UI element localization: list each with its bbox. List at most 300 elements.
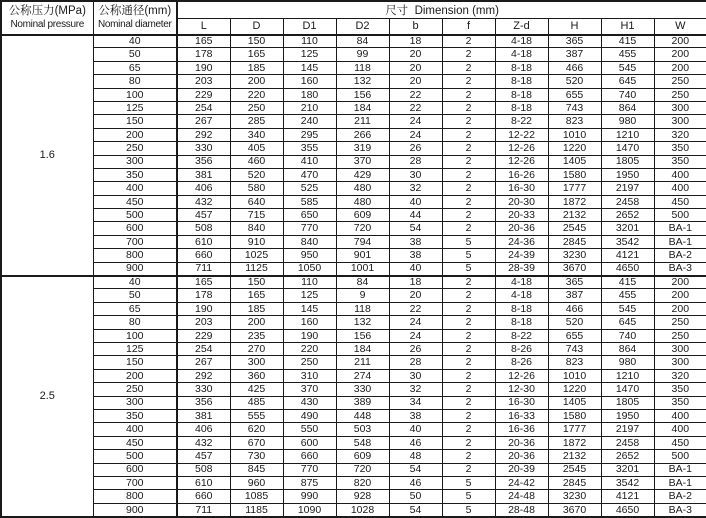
dimension-cell: 545 (601, 61, 654, 74)
dimension-cell: 285 (230, 115, 283, 128)
dimension-cell: 8-18 (495, 75, 548, 88)
dimension-cell: 490 (283, 409, 336, 422)
dimension-cell: 200 (230, 316, 283, 329)
dimension-cell: 20-39 (495, 463, 548, 476)
dimension-cell: 178 (177, 289, 230, 302)
dimension-cell: 20 (389, 75, 442, 88)
dimension-cell: 54 (389, 222, 442, 235)
dimension-cell: 165 (230, 289, 283, 302)
column-header-d: D (230, 19, 283, 35)
dimension-cell: 406 (177, 423, 230, 436)
dimension-cell: 118 (336, 302, 389, 315)
dimension-cell: 410 (283, 155, 336, 168)
table-row (1, 329, 706, 342)
dimension-cell: 185 (230, 302, 283, 315)
dimension-cell: 2 (442, 342, 495, 355)
dimension-cell: 203 (177, 75, 230, 88)
dimension-cell: 12-22 (495, 128, 548, 141)
dimension-cell: 300 (654, 356, 706, 369)
dimension-cell: 24-48 (495, 490, 548, 503)
dimension-cell: 720 (336, 222, 389, 235)
dimension-cell: 2 (442, 128, 495, 141)
dimension-cell: 240 (283, 115, 336, 128)
dimension-cell: 1085 (230, 490, 283, 503)
dimension-cell: 655 (548, 88, 601, 101)
dimension-cell: 165 (230, 48, 283, 61)
dimension-group-header: 尺寸 Dimension (mm) (177, 1, 706, 19)
dimension-cell: 2 (442, 61, 495, 74)
dimension-cell: 235 (230, 329, 283, 342)
diameter-cell: 800 (93, 249, 177, 262)
dimension-cell: 500 (654, 450, 706, 463)
dimension-cell: 670 (230, 436, 283, 449)
pressure-value: 2.5 (1, 276, 93, 517)
dimension-cell: 34 (389, 396, 442, 409)
dimension-cell: 1405 (548, 396, 601, 409)
diameter-cell: 200 (93, 369, 177, 382)
dimension-cell: 1185 (230, 503, 283, 517)
dimension-cell: 660 (177, 249, 230, 262)
dimension-cell: 1010 (548, 128, 601, 141)
diameter-cell: 500 (93, 450, 177, 463)
dimension-cell: 292 (177, 128, 230, 141)
column-header-h: H (548, 19, 601, 35)
table-row (1, 48, 706, 61)
dimension-cell: 46 (389, 436, 442, 449)
dimension-cell: 330 (177, 142, 230, 155)
dimension-cell: 24 (389, 329, 442, 342)
dimension-cell: 30 (389, 168, 442, 181)
dimension-cell: 405 (230, 142, 283, 155)
dimension-cell: 1210 (601, 369, 654, 382)
column-header-l: L (177, 19, 230, 35)
dimension-cell: 32 (389, 383, 442, 396)
dimension-cell: 203 (177, 316, 230, 329)
dimension-cell: 910 (230, 235, 283, 248)
column-header-z-d: Z-d (495, 19, 548, 35)
dimension-cell: 2845 (548, 476, 601, 489)
dimension-cell: 1777 (548, 423, 601, 436)
dimension-cell: 845 (230, 463, 283, 476)
diameter-cell: 900 (93, 262, 177, 275)
dimension-cell: BA-1 (654, 222, 706, 235)
dimension-cell: 18 (389, 276, 442, 289)
dimension-cell: 200 (654, 276, 706, 289)
diameter-cell: 125 (93, 101, 177, 114)
dimension-cell: 2 (442, 316, 495, 329)
diameter-cell: 350 (93, 409, 177, 422)
dimension-cell: 901 (336, 249, 389, 262)
dimension-cell: 520 (548, 316, 601, 329)
diameter-cell: 400 (93, 423, 177, 436)
dimension-cell: 1405 (548, 155, 601, 168)
dimension-cell: 24 (389, 128, 442, 141)
dimension-cell: 320 (654, 369, 706, 382)
dimension-cell: 28-39 (495, 262, 548, 275)
dimension-cell: 125 (283, 289, 336, 302)
dimension-cell: 350 (654, 383, 706, 396)
dimension-cell: 450 (654, 436, 706, 449)
dimension-cell: 184 (336, 342, 389, 355)
dimension-cell: 2652 (601, 450, 654, 463)
dimension-cell: 84 (336, 35, 389, 48)
dimension-cell: 2 (442, 436, 495, 449)
dimension-cell: 525 (283, 182, 336, 195)
diameter-cell: 450 (93, 436, 177, 449)
dimension-cell: 1872 (548, 195, 601, 208)
dimension-cell: 28 (389, 155, 442, 168)
table-row (1, 235, 706, 248)
dimension-cell: 20-33 (495, 209, 548, 222)
dimension-cell: 508 (177, 463, 230, 476)
dimension-cell: BA-3 (654, 503, 706, 517)
dimension-cell: 310 (283, 369, 336, 382)
dimension-cell: 8-22 (495, 115, 548, 128)
dimension-cell: 711 (177, 262, 230, 275)
dimension-cell: 16-36 (495, 423, 548, 436)
table-row (1, 155, 706, 168)
diameter-cell: 300 (93, 396, 177, 409)
dimension-cell: 22 (389, 101, 442, 114)
dimension-cell: BA-2 (654, 249, 706, 262)
dimension-cell: 250 (654, 329, 706, 342)
dimension-cell: 300 (654, 342, 706, 355)
dimension-cell: 2 (442, 115, 495, 128)
dimension-cell: 4650 (601, 262, 654, 275)
dimension-cell: 8-22 (495, 329, 548, 342)
dimension-cell: 125 (283, 48, 336, 61)
dimension-cell: 770 (283, 463, 336, 476)
dimension-cell: 46 (389, 476, 442, 489)
dimension-cell: 609 (336, 209, 389, 222)
dimension-cell: 381 (177, 168, 230, 181)
dimension-cell: 2 (442, 450, 495, 463)
dimension-cell: 2 (442, 409, 495, 422)
dimension-cell: 300 (230, 356, 283, 369)
diameter-cell: 600 (93, 463, 177, 476)
dimension-cell: 20-36 (495, 450, 548, 463)
dimension-cell: 980 (601, 115, 654, 128)
dimension-cell: 740 (601, 329, 654, 342)
dimension-cell: 356 (177, 155, 230, 168)
table-row (1, 369, 706, 382)
table-row (1, 88, 706, 101)
dimension-cell: 400 (654, 409, 706, 422)
dimension-cell: 545 (601, 302, 654, 315)
dimension-cell: 356 (177, 396, 230, 409)
dimension-cell: 455 (601, 48, 654, 61)
table-row (1, 356, 706, 369)
dimension-cell: 54 (389, 463, 442, 476)
dimension-cell: 1220 (548, 142, 601, 155)
dimension-cell: 160 (283, 316, 336, 329)
dimension-cell: 457 (177, 450, 230, 463)
dimension-cell: 8-26 (495, 356, 548, 369)
dimension-cell: 4650 (601, 503, 654, 517)
dimension-cell: 200 (654, 61, 706, 74)
dimension-cell: 30 (389, 369, 442, 382)
dimension-cell: 16-33 (495, 409, 548, 422)
dimension-cell: 20 (389, 61, 442, 74)
dimension-cell: 330 (177, 383, 230, 396)
dimension-cell: 190 (177, 302, 230, 315)
dimension-cell: 220 (283, 342, 336, 355)
dimension-cell: 211 (336, 115, 389, 128)
dimension-cell: 300 (654, 101, 706, 114)
dimension-cell: 2 (442, 75, 495, 88)
table-row (1, 289, 706, 302)
diameter-header-en: Nominal diameter (97, 18, 172, 30)
dimension-cell: 292 (177, 369, 230, 382)
dimension-cell: 2 (442, 396, 495, 409)
dimension-cell: 185 (230, 61, 283, 74)
dimension-cell: 270 (230, 342, 283, 355)
dimension-cell: 16-30 (495, 396, 548, 409)
dimension-cell: 2 (442, 209, 495, 222)
dimension-cell: 415 (601, 276, 654, 289)
dimension-cell: 4-18 (495, 48, 548, 61)
dimension-cell: 400 (654, 182, 706, 195)
dimension-cell: 550 (283, 423, 336, 436)
dimension-cell: 150 (230, 276, 283, 289)
dimension-cell: 730 (230, 450, 283, 463)
dimension-cell: 20-36 (495, 222, 548, 235)
table-row (1, 182, 706, 195)
diameter-cell: 50 (93, 289, 177, 302)
diameter-cell: 500 (93, 209, 177, 222)
dimension-cell: 720 (336, 463, 389, 476)
dimension-cell: 110 (283, 35, 336, 48)
dimension-cell: 2197 (601, 182, 654, 195)
pressure-header-cn: 公称压力(MPa) (8, 4, 86, 17)
dimension-cell: 2 (442, 356, 495, 369)
dimension-cell: 1470 (601, 383, 654, 396)
table-row (1, 423, 706, 436)
table-row (1, 409, 706, 422)
dimension-cell: 365 (548, 276, 601, 289)
pressure-header-en: Nominal pressure (10, 18, 85, 30)
dimension-cell: 220 (230, 88, 283, 101)
diameter-cell: 65 (93, 302, 177, 315)
dimension-cell: 990 (283, 490, 336, 503)
dimension-cell: 1010 (548, 369, 601, 382)
dimension-cell: 8-26 (495, 342, 548, 355)
dimension-cell: 250 (654, 75, 706, 88)
column-header-b: b (389, 19, 442, 35)
table-row (1, 436, 706, 449)
dimension-cell: 24 (389, 316, 442, 329)
table-row (1, 302, 706, 315)
dimension-cell: 22 (389, 302, 442, 315)
table-row (1, 463, 706, 476)
dimension-cell: 355 (283, 142, 336, 155)
dimension-cell: 210 (283, 101, 336, 114)
dimension-cell: 480 (336, 182, 389, 195)
dimension-cell: 389 (336, 396, 389, 409)
dimension-cell: 640 (230, 195, 283, 208)
diameter-cell: 50 (93, 48, 177, 61)
dimension-cell: 1805 (601, 396, 654, 409)
diameter-cell: 250 (93, 142, 177, 155)
dimension-cell: 2 (442, 276, 495, 289)
dimension-cell: 600 (283, 436, 336, 449)
dimension-cell: 254 (177, 342, 230, 355)
dimension-cell: 2 (442, 88, 495, 101)
pressure-column-header (1, 1, 93, 35)
dimension-cell: 840 (230, 222, 283, 235)
dimension-cell: 460 (230, 155, 283, 168)
table-row (1, 262, 706, 275)
dimension-cell: 145 (283, 302, 336, 315)
dimension-cell: 387 (548, 48, 601, 61)
dimension-cell: 620 (230, 423, 283, 436)
dimension-cell: 12-30 (495, 383, 548, 396)
dimension-cell: 2 (442, 222, 495, 235)
dimension-cell: 350 (654, 142, 706, 155)
dimension-cell: 508 (177, 222, 230, 235)
dimension-cell: 12-26 (495, 142, 548, 155)
dimension-cell: 28-48 (495, 503, 548, 517)
dimension-cell: 2652 (601, 209, 654, 222)
dimension-cell: 425 (230, 383, 283, 396)
dimension-cell: 470 (283, 168, 336, 181)
dimension-cell: 660 (283, 450, 336, 463)
dimension-cell: 110 (283, 276, 336, 289)
dimension-cell: 2458 (601, 436, 654, 449)
dimension-cell: 165 (177, 276, 230, 289)
dimension-cell: 2 (442, 168, 495, 181)
dimension-cell: 928 (336, 490, 389, 503)
diameter-cell: 80 (93, 316, 177, 329)
dimension-cell: 370 (336, 155, 389, 168)
dimension-cell: 448 (336, 409, 389, 422)
diameter-cell: 80 (93, 75, 177, 88)
table-row (1, 128, 706, 141)
dimension-cell: 645 (601, 316, 654, 329)
dimension-cell: 743 (548, 101, 601, 114)
dimension-cell: 2 (442, 142, 495, 155)
dimension-cell: 132 (336, 316, 389, 329)
dimension-cell: 770 (283, 222, 336, 235)
dimension-cell: 4-18 (495, 276, 548, 289)
dimension-cell: 40 (389, 423, 442, 436)
table-row (1, 209, 706, 222)
dimension-cell: 387 (548, 289, 601, 302)
dimension-cell: 16-26 (495, 168, 548, 181)
dimension-cell: 145 (283, 61, 336, 74)
table-row (1, 503, 706, 517)
dimension-cell: 16-30 (495, 182, 548, 195)
dimension-cell: 2 (442, 155, 495, 168)
dimension-cell: 1090 (283, 503, 336, 517)
dimension-cell: 84 (336, 276, 389, 289)
dimension-cell: 32 (389, 182, 442, 195)
dimension-cell: 3542 (601, 235, 654, 248)
dimension-cell: 2132 (548, 209, 601, 222)
dimension-cell: 3230 (548, 490, 601, 503)
diameter-cell: 300 (93, 155, 177, 168)
dimension-cell: 165 (177, 35, 230, 48)
diameter-cell: 200 (93, 128, 177, 141)
dimension-cell: 12-26 (495, 369, 548, 382)
dimension-cell: 2 (442, 35, 495, 48)
dimension-cell: 267 (177, 356, 230, 369)
diameter-cell: 100 (93, 329, 177, 342)
dimension-cell: 295 (283, 128, 336, 141)
table-row (1, 450, 706, 463)
column-header-d2: D2 (336, 19, 389, 35)
dimension-cell: 370 (283, 383, 336, 396)
dimension-cell: 1210 (601, 128, 654, 141)
diameter-cell: 65 (93, 61, 177, 74)
dimension-cell: 54 (389, 503, 442, 517)
dimension-cell: 1028 (336, 503, 389, 517)
dimension-cell: 24-39 (495, 249, 548, 262)
column-header-d1: D1 (283, 19, 336, 35)
dimension-cell: 229 (177, 329, 230, 342)
dimension-cell: 585 (283, 195, 336, 208)
dimension-cell: 156 (336, 329, 389, 342)
dimension-cell: 950 (283, 249, 336, 262)
dimension-cell: 1025 (230, 249, 283, 262)
dimension-cell: 400 (654, 423, 706, 436)
dimension-cell: 455 (601, 289, 654, 302)
dimension-cell: 520 (548, 75, 601, 88)
dimension-cell: 2 (442, 383, 495, 396)
dimension-cell: 743 (548, 342, 601, 355)
dimension-cell: 4-18 (495, 35, 548, 48)
dimension-cell: BA-3 (654, 262, 706, 275)
column-header-w: W (654, 19, 706, 35)
dimension-cell: 340 (230, 128, 283, 141)
dimension-cell: 2 (442, 195, 495, 208)
table-row (1, 342, 706, 355)
dimension-cell: 1777 (548, 182, 601, 195)
dimension-cell: 2 (442, 423, 495, 436)
dimension-cell: 24 (389, 115, 442, 128)
dimension-cell: 430 (283, 396, 336, 409)
dimension-cell: 26 (389, 342, 442, 355)
diameter-cell: 700 (93, 476, 177, 489)
dimension-cell: 160 (283, 75, 336, 88)
dimension-cell: 184 (336, 101, 389, 114)
dimension-cell: 3670 (548, 262, 601, 275)
dimension-cell: 40 (389, 262, 442, 275)
dimension-cell: 250 (283, 356, 336, 369)
dimension-cell: 178 (177, 48, 230, 61)
dimension-cell: 715 (230, 209, 283, 222)
dimension-cell: 450 (654, 195, 706, 208)
diameter-cell: 150 (93, 356, 177, 369)
dimension-cell: 5 (442, 249, 495, 262)
dimension-cell: 5 (442, 503, 495, 517)
dimension-cell: 156 (336, 88, 389, 101)
dimension-cell: 650 (283, 209, 336, 222)
dimension-cell: 38 (389, 409, 442, 422)
dimension-cell: 200 (654, 302, 706, 315)
dimension-cell: 2132 (548, 450, 601, 463)
dimension-cell: 820 (336, 476, 389, 489)
dimension-cell: 1580 (548, 409, 601, 422)
dimension-cell: 609 (336, 450, 389, 463)
dimension-cell: 2 (442, 369, 495, 382)
dimension-cell: 1950 (601, 168, 654, 181)
dimension-cell: 2 (442, 48, 495, 61)
dimension-cell: 864 (601, 101, 654, 114)
diameter-cell: 450 (93, 195, 177, 208)
dimension-cell: 840 (283, 235, 336, 248)
dimension-cell: 429 (336, 168, 389, 181)
